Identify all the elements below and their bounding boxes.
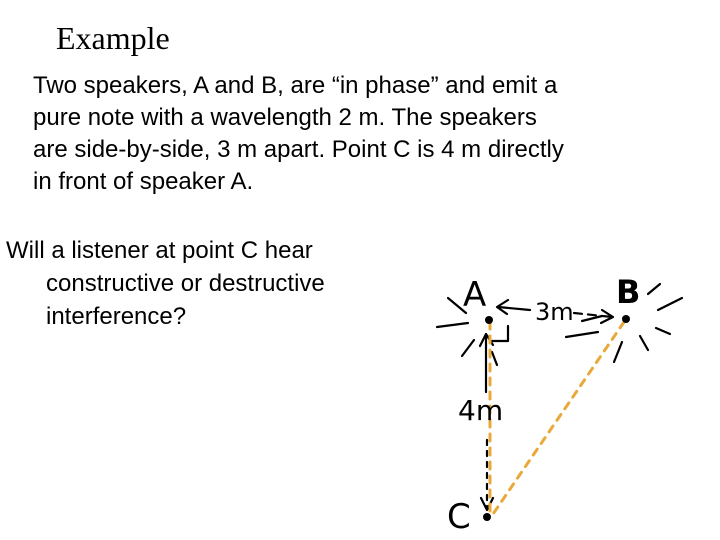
question-line: interference? <box>46 303 187 330</box>
sound-line-icon <box>640 336 648 350</box>
path-b-to-c <box>493 322 624 514</box>
problem-line: Two speakers, A and B, are “in phase” and emit a <box>33 72 558 99</box>
point-a-dot <box>485 316 493 324</box>
sound-line-icon <box>462 340 474 356</box>
sound-line-icon <box>582 316 602 321</box>
label-distance-ac: 4m <box>458 394 504 427</box>
sound-line-icon <box>648 284 660 294</box>
label-distance-ab: 3m <box>535 298 574 326</box>
point-b-dot <box>622 315 630 323</box>
question-line: constructive or destructive <box>46 270 325 297</box>
point-c-dot <box>483 513 491 521</box>
sound-line-icon <box>614 342 622 362</box>
problem-line: in front of speaker A. <box>33 168 254 195</box>
problem-line: are side-by-side, 3 m apart. Point C is 4 m directly <box>33 136 564 163</box>
sound-line-icon <box>492 352 497 365</box>
sound-line-icon <box>658 298 682 310</box>
sound-line-icon <box>437 323 468 327</box>
sound-line-icon <box>566 332 598 337</box>
label-c: C <box>447 497 471 537</box>
label-b: B <box>616 273 641 311</box>
path-lines <box>490 322 624 514</box>
distance-arrow-ab <box>498 307 530 310</box>
label-a: A <box>463 275 487 315</box>
problem-line: pure note with a wavelength 2 m. The speakers <box>33 104 537 131</box>
question-line: Will a listener at point C hear <box>6 237 313 264</box>
slide-title: Example <box>56 20 170 56</box>
sound-line-icon <box>656 328 670 334</box>
right-angle-marker <box>491 326 508 341</box>
